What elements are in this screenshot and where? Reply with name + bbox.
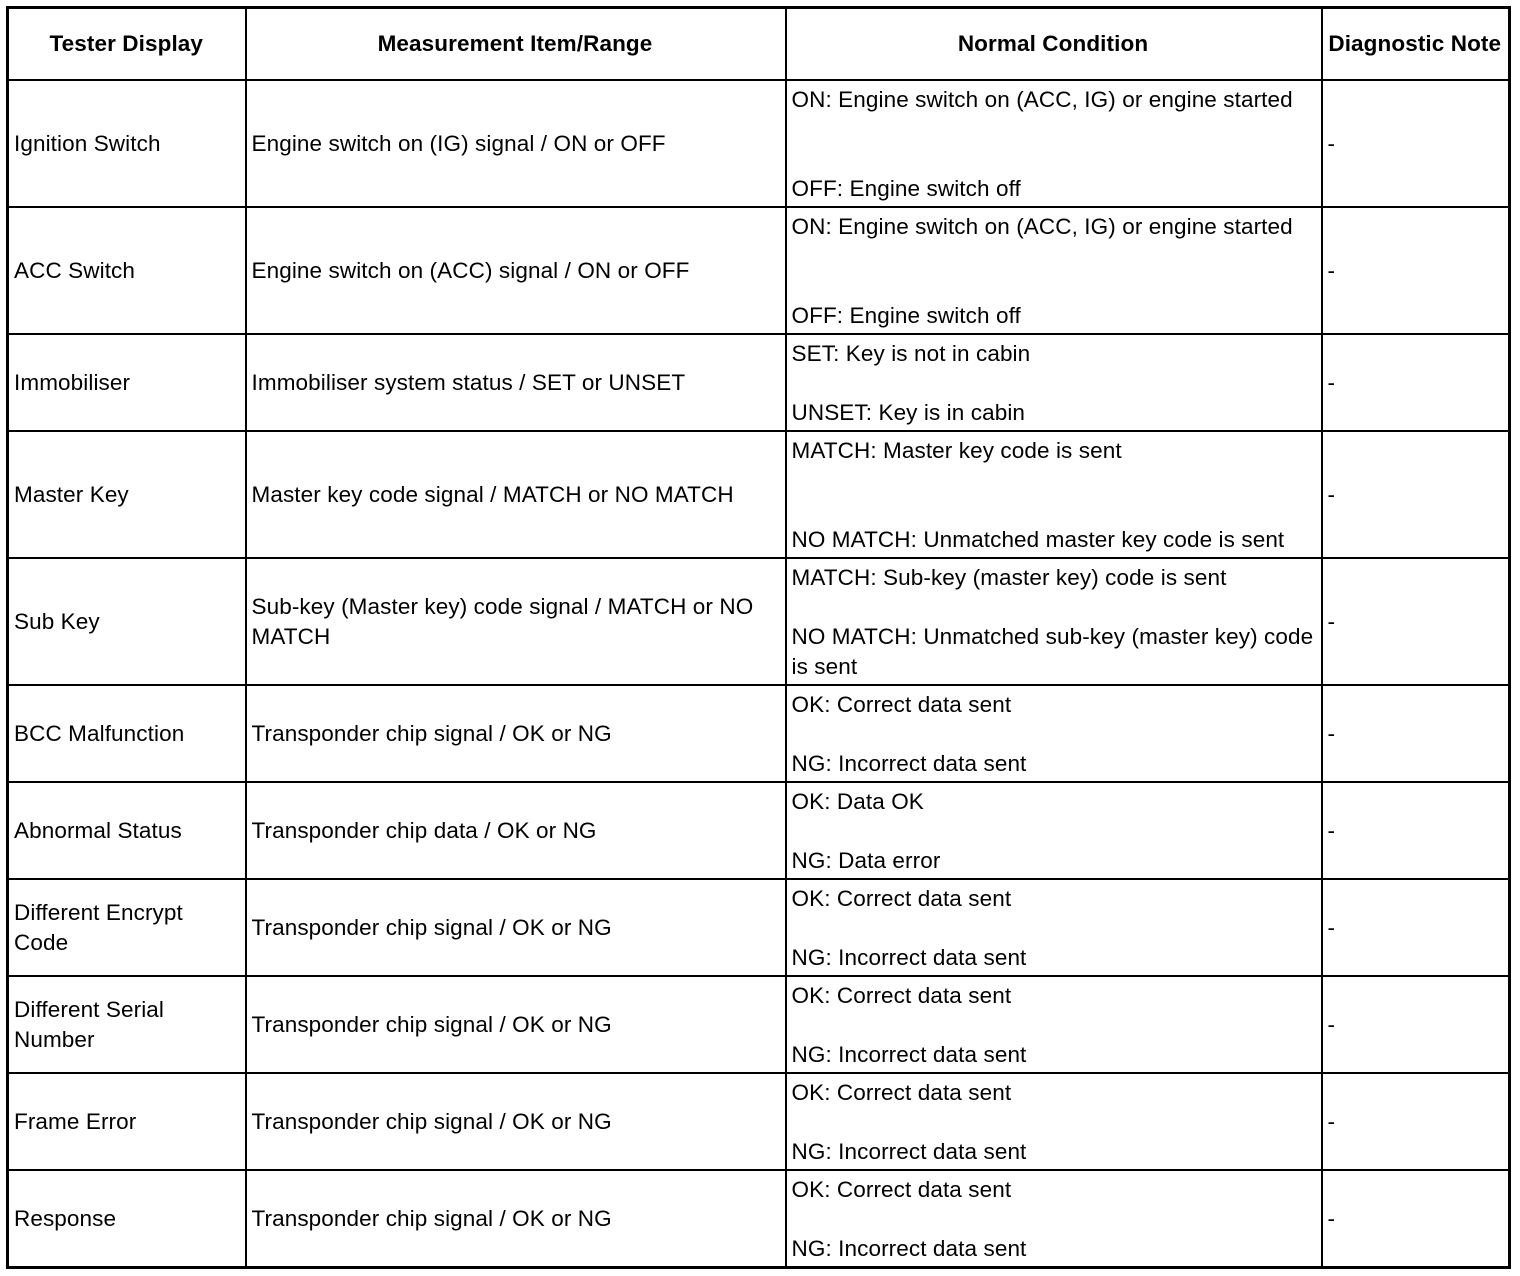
condition-line: NO MATCH: Unmatched sub-key (master key) code is sent (791, 624, 1314, 679)
condition-line: MATCH: Master key code is sent (791, 438, 1122, 463)
normal-condition-cell (786, 879, 1322, 976)
condition-line: UNSET: Key is in cabin (791, 400, 1026, 425)
normal-condition-cell (786, 80, 1322, 207)
normal-condition-cell (786, 976, 1322, 1073)
tester-display-cell: Ignition Switch (8, 80, 246, 207)
header-normal-condition: Normal Condition (786, 8, 1322, 81)
header-diagnostic-note: Diagnostic Note (1322, 8, 1510, 81)
table-row (8, 431, 1510, 558)
measurement-cell: Transponder chip signal / OK or NG (246, 1073, 786, 1170)
condition-line: ON: Engine switch on (ACC, IG) or engine started (791, 87, 1293, 112)
condition-line: OK: Correct data sent (791, 692, 1012, 717)
condition-line: SET: Key is not in cabin (791, 341, 1031, 366)
condition-line: OFF: Engine switch off (791, 176, 1021, 201)
condition-line: NG: Data error (791, 848, 941, 873)
tester-display-cell: Different Encrypt Code (8, 879, 246, 976)
condition-line: MATCH: Sub-key (master key) code is sent (791, 565, 1227, 590)
condition-line: OK: Correct data sent (791, 1177, 1012, 1202)
measurement-cell: Engine switch on (ACC) signal / ON or OFF (246, 207, 786, 334)
table-row (8, 1170, 1510, 1268)
condition-line: OK: Correct data sent (791, 886, 1012, 911)
diagnostic-note-cell: - (1322, 782, 1510, 879)
condition-line: NG: Incorrect data sent (791, 1236, 1027, 1261)
tester-display-cell: Sub Key (8, 558, 246, 685)
table-row (8, 976, 1510, 1073)
table-row (8, 879, 1510, 976)
measurement-cell: Immobiliser system status / SET or UNSET (246, 334, 786, 431)
condition-line: OK: Correct data sent (791, 983, 1012, 1008)
normal-condition-cell (786, 1073, 1322, 1170)
table-header-row (8, 8, 1510, 81)
diagnostic-note-cell: - (1322, 558, 1510, 685)
tester-display-cell: ACC Switch (8, 207, 246, 334)
measurement-cell: Sub-key (Master key) code signal / MATCH or NO MATCH (246, 558, 786, 685)
measurement-cell: Transponder chip data / OK or NG (246, 782, 786, 879)
diagnostic-note-cell: - (1322, 976, 1510, 1073)
normal-condition-cell (786, 782, 1322, 879)
diagnostic-note-cell: - (1322, 431, 1510, 558)
tester-display-cell: Different Serial Number (8, 976, 246, 1073)
table-row (8, 782, 1510, 879)
tester-display-cell: Response (8, 1170, 246, 1268)
diagnostic-note-cell: - (1322, 207, 1510, 334)
measurement-cell: Transponder chip signal / OK or NG (246, 1170, 786, 1268)
normal-condition-cell (786, 1170, 1322, 1268)
condition-line: OK: Data OK (791, 789, 924, 814)
tester-display-cell: Abnormal Status (8, 782, 246, 879)
diagnostic-note-cell: - (1322, 1073, 1510, 1170)
normal-condition-cell (786, 207, 1322, 334)
tester-display-cell: Frame Error (8, 1073, 246, 1170)
measurement-cell: Engine switch on (IG) signal / ON or OFF (246, 80, 786, 207)
diagnostic-note-cell: - (1322, 334, 1510, 431)
condition-line: OK: Correct data sent (791, 1080, 1012, 1105)
normal-condition-cell (786, 558, 1322, 685)
table-row (8, 558, 1510, 685)
diagnostic-note-cell: - (1322, 80, 1510, 207)
measurement-cell: Transponder chip signal / OK or NG (246, 879, 786, 976)
table-row (8, 334, 1510, 431)
diagnostic-note-cell: - (1322, 685, 1510, 782)
condition-line: NG: Incorrect data sent (791, 945, 1027, 970)
condition-line: ON: Engine switch on (ACC, IG) or engine started (791, 214, 1293, 239)
measurement-cell: Transponder chip signal / OK or NG (246, 685, 786, 782)
measurement-cell: Master key code signal / MATCH or NO MATCH (246, 431, 786, 558)
condition-line: NG: Incorrect data sent (791, 751, 1027, 776)
data-list-table (6, 6, 1511, 1269)
table-row (8, 685, 1510, 782)
condition-line: NO MATCH: Unmatched master key code is sent (791, 527, 1285, 552)
table-row (8, 80, 1510, 207)
table-row (8, 207, 1510, 334)
normal-condition-cell (786, 685, 1322, 782)
measurement-cell: Transponder chip signal / OK or NG (246, 976, 786, 1073)
normal-condition-cell (786, 334, 1322, 431)
diagnostic-note-cell: - (1322, 1170, 1510, 1268)
tester-display-cell: Immobiliser (8, 334, 246, 431)
normal-condition-cell (786, 431, 1322, 558)
diagnostic-note-cell: - (1322, 879, 1510, 976)
tester-display-cell: BCC Malfunction (8, 685, 246, 782)
tester-display-cell: Master Key (8, 431, 246, 558)
table-row (8, 1073, 1510, 1170)
header-measurement: Measurement Item/Range (246, 8, 786, 81)
header-tester-display: Tester Display (8, 8, 246, 81)
condition-line: NG: Incorrect data sent (791, 1042, 1027, 1067)
condition-line: NG: Incorrect data sent (791, 1139, 1027, 1164)
condition-line: OFF: Engine switch off (791, 303, 1021, 328)
